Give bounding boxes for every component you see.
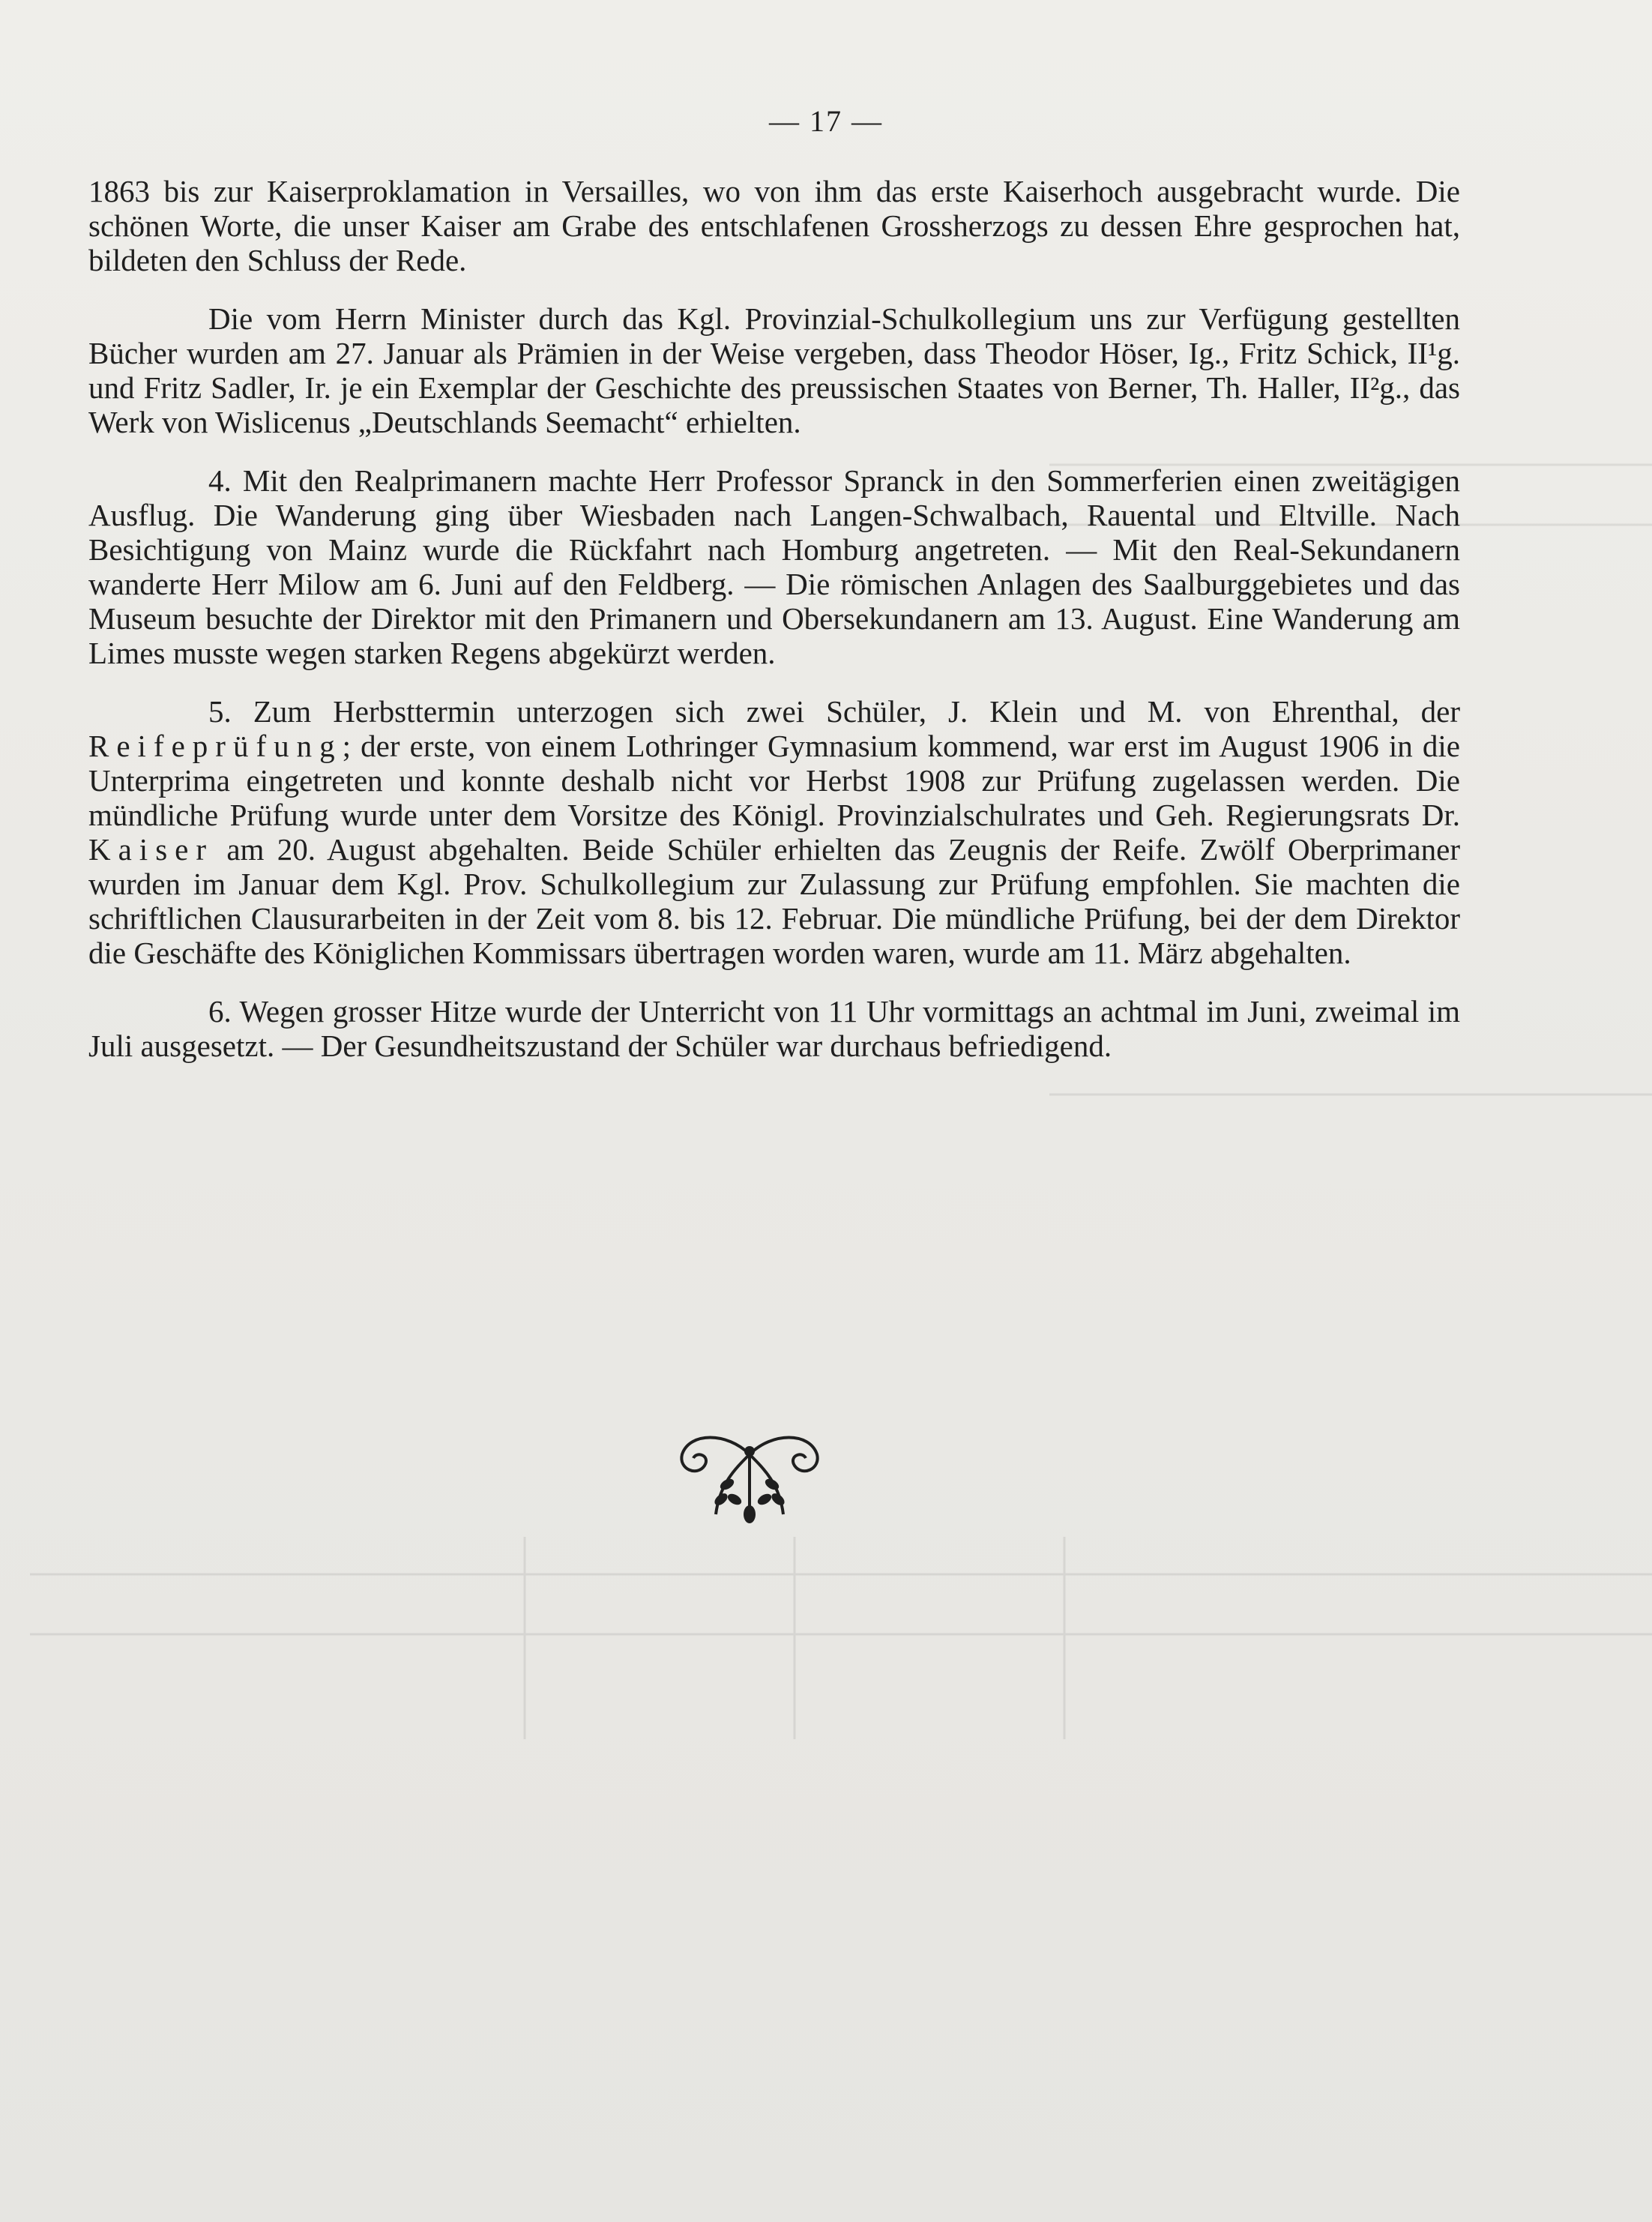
exam-text-middle: ; der erste, von einem Lothringer Gymnasium kommend, war erst im August 1906 in die Unterprima eingetreten und konnte deshalb nicht vor Herbst 1908 zur Prüfung zugelassen werden. Die mündliche Prüfung wurde unter dem Vorsitze des Königl. Provinzialschulrates und Geh. Regierungsrats Dr. [88,729,1460,832]
body-text [88,174,1460,1087]
page-number: — 17 — [769,104,883,138]
floral-vignette-icon [675,1424,825,1537]
exam-text-end: am 20. August abgehalten. Beide Schüler erhielten das Zeugnis der Reife. Zwölf Oberprimaner wurden im Januar dem Kgl. Prov. Schulkollegium zur Zulassung zur Prüfung empfohlen. Sie machten die schriftlichen Clausurarbeiten in der Zeit vom 8. bis 12. Februar. Die mündliche Prüfung, bei der dem Direktor die Geschäfte des Königlichen Kommissars übertragen worden waren, wurde am 11. März abgehalten. [88,832,1460,970]
paragraph-book-prizes: Die vom Herrn Minister durch das Kgl. Provinzial-Schulkollegium uns zur Verfügung gestellten Bücher wurden am 27. Januar als Prämien in der Weise vergeben, dass Theodor Höser, Ig., Fritz Schick, II¹g. und Fritz Sadler, Ir. je ein Exemplar der Geschichte des preussischen Staates von Berner, Th. Haller, II²g., das Werk von Wislicenus „Deutschlands Seemacht“ erhielten. [88,301,1460,439]
paragraph-continuation: 1863 bis zur Kaiserproklamation in Versailles, wo von ihm das erste Kaiserhoch ausgebracht wurde. Die schönen Worte, die unser Kaiser am Grabe des entschlafenen Grossherzogs zu dessen Ehre gesprochen hat, bildeten den Schluss der Rede. [88,174,1460,277]
exam-term-reifepruefung: Reifeprüfung [88,729,343,763]
paragraph-heat-holidays: 6. Wegen grosser Hitze wurde der Unterricht von 11 Uhr vormittags an achtmal im Juni, zweimal im Juli ausgesetzt. — Der Gesundheitszustand der Schüler war durchaus befriedigend. [88,994,1460,1063]
exam-text-start: 5. Zum Herbsttermin unterzogen sich zwei Schüler, J. Klein und M. von Ehrenthal, der [208,694,1460,729]
exam-name-kaiser: Kaiser [88,832,214,867]
paragraph-exams [88,694,1460,970]
paragraph-excursions: 4. Mit den Realprimanern machte Herr Professor Spranck in den Sommerferien einen zweitägigen Ausflug. Die Wanderung ging über Wiesbaden nach Langen-Schwalbach, Rauental und Eltville. Nach Besichtigung von Mainz wurde die Rückfahrt nach Homburg angetreten. — Mit den Real-Sekundanern wanderte Herr Milow am 6. Juni auf den Feldberg. — Die römischen Anlagen des Saalburggebietes und das Museum besuchte der Direktor mit den Primanern und Obersekundanern am 13. August. Eine Wanderung am Limes musste wegen starken Regens abgekürzt werden. [88,463,1460,670]
